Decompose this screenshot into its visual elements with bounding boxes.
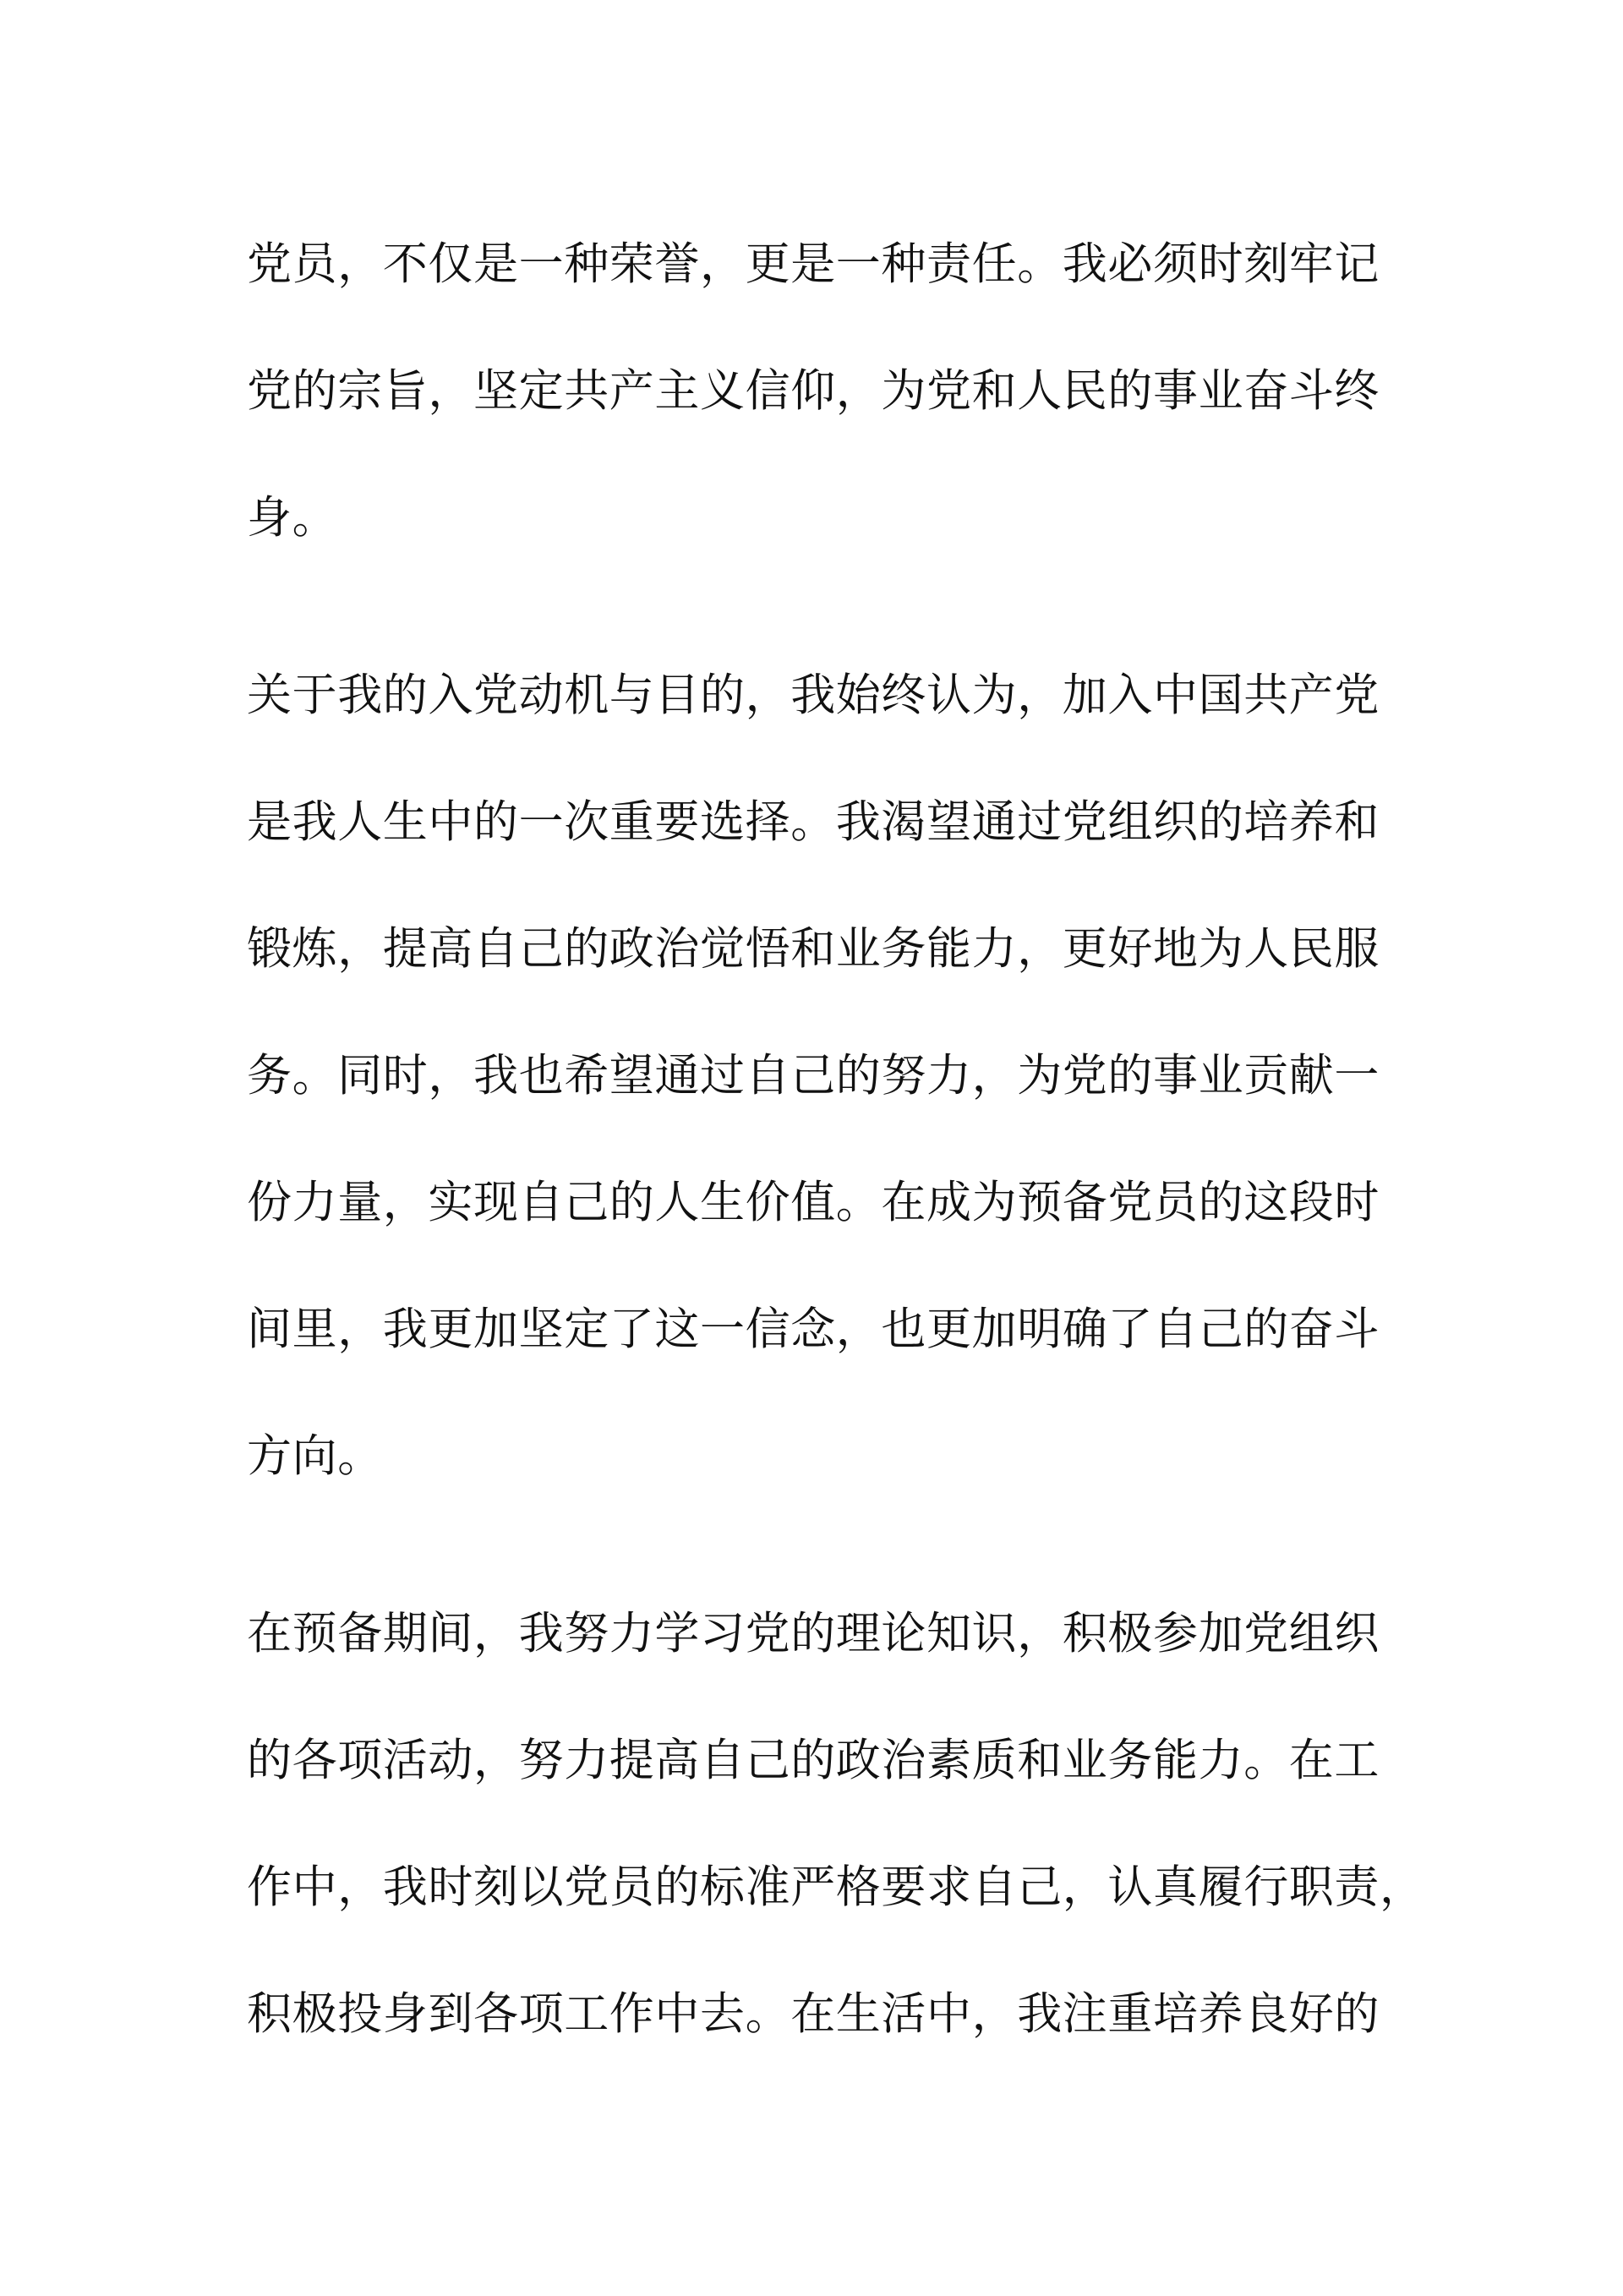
text-line: 关于我的入党动机与目的，我始终认为，加入中国共产党 <box>247 670 1380 721</box>
text-line: 党的宗旨，坚定共产主义信仰，为党和人民的事业奋斗终 <box>247 365 1380 417</box>
text-line: 的各项活动，努力提高自己的政治素质和业务能力。在工 <box>247 1735 1380 1786</box>
text-line: 是我人生中的一次重要选择。我渴望通过党组织的培养和 <box>247 796 1380 848</box>
text-line: 锻炼，提高自己的政治觉悟和业务能力，更好地为人民服 <box>247 923 1380 975</box>
text-line: 积极投身到各项工作中去。在生活中，我注重培养良好的 <box>247 1988 1380 2040</box>
text-line: 身。 <box>247 492 338 544</box>
text-line: 务。同时，我也希望通过自己的努力，为党的事业贡献一 <box>247 1050 1380 1102</box>
text-line: 份力量，实现自己的人生价值。在成为预备党员的这段时 <box>247 1177 1380 1228</box>
text-line: 作中，我时刻以党员的标准严格要求自己，认真履行职责， <box>247 1861 1425 1913</box>
text-line: 在预备期间，我努力学习党的理论知识，积极参加党组织 <box>247 1608 1380 1659</box>
text-line: 党员，不仅是一种荣誉，更是一种责任。我必须时刻牢记 <box>247 238 1380 290</box>
text-line: 间里，我更加坚定了这一信念，也更加明确了自己的奋斗 <box>247 1304 1380 1355</box>
text-line: 方向。 <box>247 1430 383 1482</box>
